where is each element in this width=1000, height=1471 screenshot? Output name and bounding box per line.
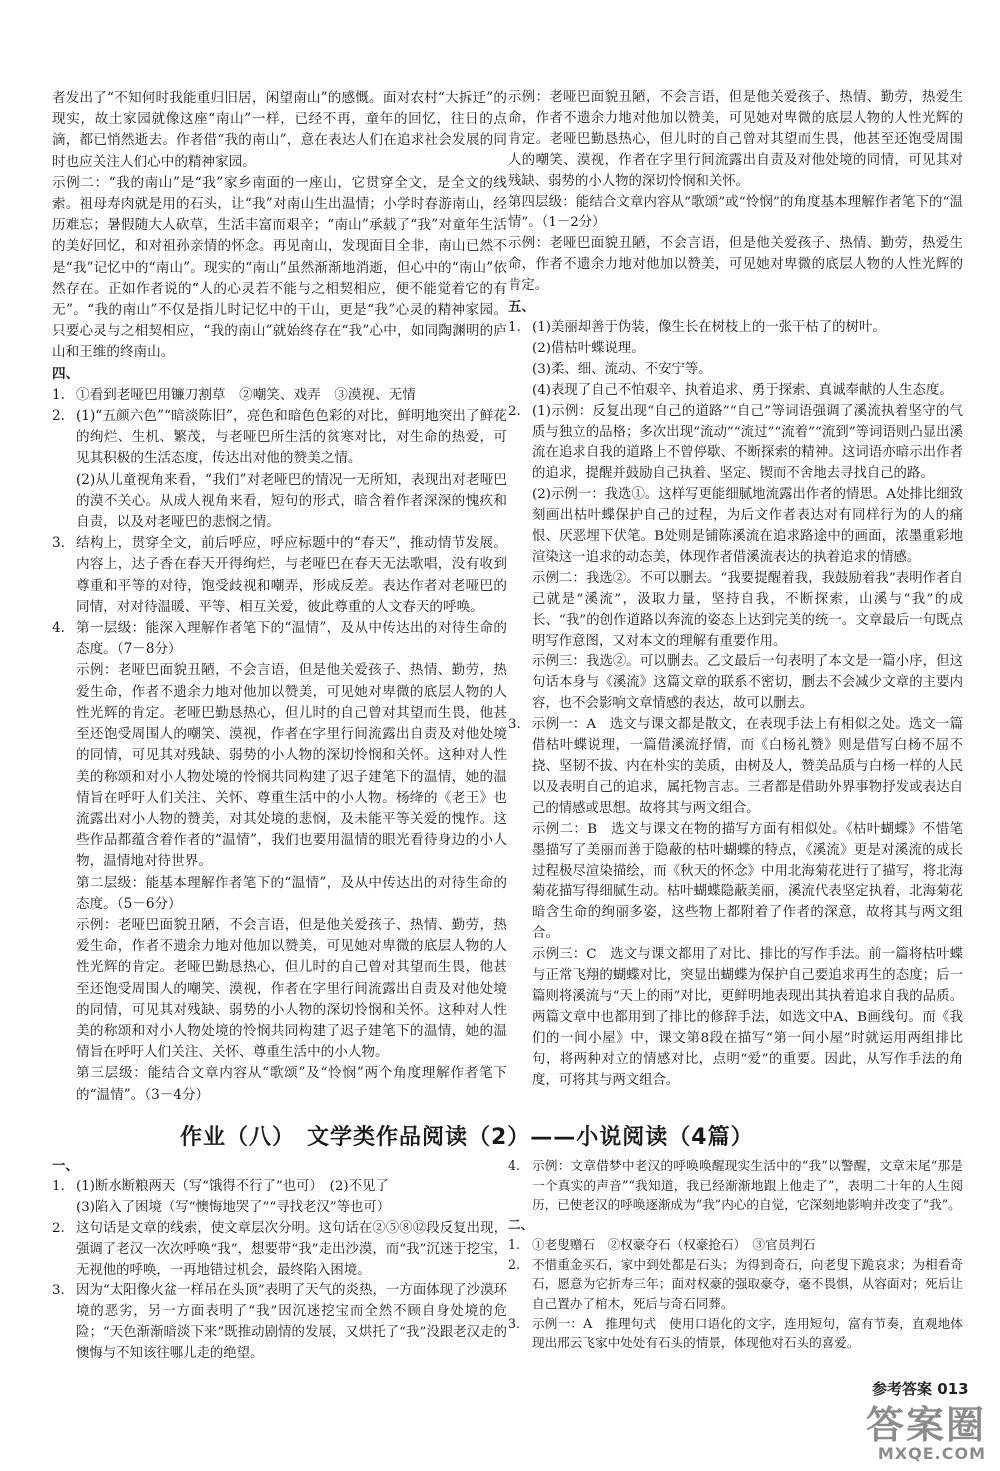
answer-item [508, 339, 963, 360]
answer-item [52, 660, 507, 872]
answer-item [52, 533, 507, 618]
answer-item [508, 1255, 963, 1314]
item-text: 因为“太阳像火盆一样吊在头顶”表明了天气的炎热，一方面体现了沙漠环境的恶劣，另一方面表明了“我”因沉迷挖宝而全然不顾自身处境的危险；“天色渐渐暗淡下来”既推动剧情的发展，又烘托了“我”没跟老汉走的懊悔与不知该往哪儿走的绝望。 [76, 1283, 507, 1362]
item-text: (1)美丽却善于伪装，像生长在树枝上的一张干枯了的树叶。 [532, 319, 886, 335]
answer-item [52, 470, 507, 534]
section-label: 四、 [52, 365, 80, 382]
item-number: 2. [508, 403, 521, 419]
answer-item [52, 1063, 507, 1105]
item-number [52, 873, 76, 915]
item-number [508, 820, 532, 945]
item-text: (2)借枯叶蝶说理。 [532, 340, 645, 356]
item-number: 3. [52, 535, 65, 552]
answer-item [52, 1177, 507, 1198]
item-number [52, 660, 76, 872]
left-column [52, 88, 507, 1106]
item-text: 示例二：B 选文与课文在物的描写方面有相似处。《枯叶蝴蝶》不惜笔墨描写了美丽而善于隐蔽的枯叶蝴蝶的特点，《溪流》更是对溪流的成长过程极尽渲染描绘，而《秋天的怀念》中用北海菊花进行了描写，将北海菊花描写得细腻生动。枯叶蝴蝶隐蔽美丽，溪流代表坚定执着，北海菊花暗含生命的绚丽多姿，这些物上都附着了作者的深意，故将其与两文组合。 [532, 821, 963, 942]
item-number: 3. [508, 717, 521, 733]
right-column [508, 88, 963, 1092]
watermark-logo [746, 1405, 986, 1465]
item-text: (3)陷入了困境（写“懊悔地哭了”“寻找老汉”等也可） [76, 1199, 391, 1215]
answer-item [508, 1235, 963, 1255]
item-text: 示例二：我选②。不可以删去。“我要提醒着我，我鼓励着我”表明作者自己就是“溪流”，汲取力量，坚持自我，不断探索，山溪与“我”的成长、“我”的创作道路以奔流的姿态上达到完美的统一。文章最后一句既点明写作意图，又对本文的理解有重要作用。 [532, 570, 963, 649]
answer-item [508, 715, 963, 820]
item-number: 3. [52, 1283, 65, 1299]
item-text: 示例三：C 选文与课文都用了对比、排比的写作手法。前一篇将枯叶蝶与正常飞翔的蝴蝶对比，突显出蝴蝶为保护自己要追求再生的态度；后一篇则将溪流与“天上的雨”对比，更鲜明地表现出其执着追求自我的品质。两篇文章中也都用到了排比的修辞手法，如选文中A、B画线句。而《我们的一间小屋》中，课文第8段在描写“第一间小屋”时就运用两组排比句，将两种对立的情感对比，点明“爱”的重要。因此，从写作手法的角度，可将其与两文组合。 [532, 947, 963, 1088]
answer-paragraph: 第四层级：能结合文章内容从“歌颂”或“怜悯”的角度基本理解作者笔下的“温情”。（1－2分） [508, 194, 963, 231]
answer-paragraph: 示例：老哑巴面貌丑陋，不会言语，但是他关爱孩子、热情、勤劳，热爱生命，作者不遗余力地对他加以赞美，可见她对卑微的底层人物的人性光辉的肯定。 [508, 236, 963, 294]
item-number: 4. [52, 620, 65, 637]
item-number [508, 652, 532, 715]
item-text: ①老叟赠石 ②权豪夺石（权豪抢石） ③官员判石 [532, 1236, 816, 1252]
item-text: (4)表现了自己不怕艰辛、执着追求、勇于探索、真诚奉献的人生态度。 [532, 382, 953, 398]
answer-item [508, 485, 963, 569]
item-number [508, 381, 532, 402]
item-number [508, 945, 532, 1091]
item-text: (3)柔、细、流动、不安宁等。 [532, 361, 712, 377]
item-number: 1. [52, 386, 65, 403]
item-text: 示例：老哑巴面貌丑陋，不会言语，但是他关爱孩子、热情、勤劳，热爱生命，作者不遗余力地对他加以赞美，可见她对卑微的底层人物的人性光辉的肯定。老哑巴勤恳热心，但儿时的自己曾对其望而生畏，他甚至还饱受周围人的嘲笑、漠视，作者在字里行间流露出自责及对他处境的同情，可见其对残缺、弱势的小人物的深切怜悯和关怀。这种对人性美的称颂和对小人物处境的怜悯共同构建了迟子建笔下的温情，她的温情旨在呼吁人们关注、关怀、尊重生活中的小人物。 [76, 916, 507, 1061]
answer-item [508, 318, 963, 339]
item-number: 1. [508, 1236, 521, 1252]
item-number [52, 470, 76, 534]
item-number: 1. [508, 319, 521, 335]
section-label: 一、 [52, 1158, 79, 1174]
item-text: 示例：老哑巴面貌丑陋，不会言语，但是他关爱孩子、热情、勤劳，热爱生命，作者不遗余力地对他加以赞美，可见她对卑微的底层人物的人性光辉的肯定。老哑巴勤恳热心，但儿时的自己曾对其望而生畏，他甚至还饱受周围人的嘲笑、漠视，作者在字里行间流露出自责及对他处境的同情，可见其对残缺、弱势的小人物的深切怜悯和关怀。这种对人性美的称颂和对小人物处境的怜悯共同构建了迟子建笔下的温情，她的温情旨在呼吁人们关注、关怀、尊重生活中的小人物。杨绛的《老王》也流露出对小人物的赞美，对其处境的悲悯，及未能平等关爱的愧怍。这些作品都蕴含着作者的“温情”，我们也要用温情的眼光看待身边的小人物，温情地对待世界。 [76, 662, 507, 870]
item-text: 示例：文章借梦中老汉的呼唤唤醒现实生活中的“我”以警醒，文章末尾“那是一个真实的声音”“我知道，我已经渐渐地跟上他走了”，表明二十年的人生阅历，已使老汉的呼唤逐渐成为“我”内心的自觉，它深刻地影响并改变了“我”。 [532, 1158, 963, 1213]
bottom-left-section [52, 1156, 507, 1365]
item-text: ①看到老哑巴用镰刀割草 ②嘲笑、戏弄 ③漠视、无情 [76, 386, 416, 403]
item-number: 2. [52, 1220, 65, 1236]
item-number: 2. [508, 1256, 521, 1272]
item-text: 第三层级：能结合文章内容从“歌颂”及“怜悯”两个角度理解作者笔下的“温情”。（3－4分） [76, 1065, 507, 1103]
answer-item [52, 385, 507, 406]
answer-item [508, 1156, 963, 1215]
answer-item [508, 652, 963, 715]
item-number [52, 915, 76, 1063]
item-number [52, 1198, 76, 1219]
item-number [508, 485, 532, 569]
item-text: 不惜重金买石，家中到处都是石头；为得到奇石，向老叟下跪哀求；为相看奇石，愿意为它折寿三年；面对权豪的强取豪夺，毫不畏惧，从容面对；死后让自己置办了棺木，死后与奇石同葬。 [532, 1256, 963, 1311]
item-text: 第二层级：能基本理解作者笔下的“温情”，及从中传达出的对待生命的态度。（5－6分） [76, 874, 507, 912]
item-number: 1. [52, 1178, 65, 1194]
answer-item [52, 1198, 507, 1219]
section-label: 二、 [508, 1217, 534, 1233]
answer-item [508, 402, 963, 486]
item-number: 2. [52, 408, 65, 425]
answer-item [508, 1314, 963, 1353]
item-text: 这句话是文章的线索，使文章层次分明。这句话在②⑤⑧⑫段反复出现，强调了老汉一次次呼唤“我”，想要带“我”走出沙漠，而“我”沉迷于挖宝，无视他的呼唤，一再地错过机会，最终陷入困境。 [76, 1220, 507, 1278]
answer-item [52, 873, 507, 915]
item-number [508, 339, 532, 360]
item-text: (1)断水断粮两天（写“饿得不行了”也可） (2)不见了 [76, 1178, 389, 1194]
watermark-url: MXQE.COM [877, 1444, 986, 1463]
answer-paragraph: 示例二：“我的南山”是“我”家乡南面的一座山，它贯穿全文，是全文的线索。祖母寿肉就是用的石头，让“我”对南山生出温情；小学时春游南山，经历难忘；暑假随大人砍草，生活丰富而艰辛；“南山”承载了“我”对童年生活的美好回忆，和对祖孙亲情的怀念。再见南山，发现面目全非，南山已然不是“我”记忆中的“南山”。现实的“南山”虽然渐渐地消逝，但心中的“南山”依然存在。正如作者说的“人的心灵若不能与之相契相应，便不能觉着它的有无”。“我的南山”不仅是指儿时记忆中的干山，更是“我”心灵的精神家园。只要心灵与之相契相应，“我的南山”就始终存在“我”心中，如同陶渊明的庐山和王维的终南山。 [52, 174, 507, 361]
answer-item [52, 1281, 507, 1365]
answer-item [508, 381, 963, 402]
item-number: 3. [508, 1315, 521, 1331]
item-text: (2)示例一：我选①。这样写更能细腻地流露出作者的情思。A处排比细致刻画出枯叶蝶保护自己的过程，为后文作者表达对有同样行为的人的痛恨、厌恶埋下伏笔。B处则是铺陈溪流在追求路途中的画面，浓墨重彩地渲染这一追求的动态美，体现作者借溪流表达的执着追求的情感。 [532, 487, 963, 565]
section-label: 五、 [508, 299, 535, 316]
assignment-heading: 作业（八） 文学类作品阅读（2）——小说阅读（4篇） [180, 1125, 754, 1150]
answer-item [508, 360, 963, 381]
item-number [52, 1063, 76, 1105]
watermark-text: 答案圈 [865, 1403, 986, 1447]
answer-item [508, 820, 963, 945]
item-number: 4. [508, 1158, 521, 1173]
answer-item [52, 915, 507, 1063]
item-number [508, 360, 532, 381]
item-text: 示例一：A 选文与课文都是散文，在表现手法上有相似之处。选文一篇借枯叶蝶说理，一篇借溪流抒情，而《白杨礼赞》则是借写白杨不屈不挠、坚韧不拔、内在朴实的美质，由树及人，赞美品质与白杨一样的人民以及表明自己的追求，属托物言志。三者都是借助外界事物抒发或表达自己的情感或思想。故将其与两文组合。 [532, 717, 963, 816]
answer-paragraph: 者发出了“不知何时我能重归旧居，闲望南山”的感慨。面对农村“大拆迁”的现实，故土家园就像这座“南山”一样，已经不再，童年的回忆，往日的点滴，都已悄然逝去。作者借“我的南山”，意在表达人们在追求社会发展的同时也应关注人们心中的精神家园。 [52, 90, 507, 170]
item-text: 示例一：A 推理句式 使用口语化的文字，连用短句，富有节奏，直观地体现出邢云飞家中处处有石头的情景，体现他对石头的喜爱。 [532, 1315, 963, 1351]
item-text: 第一层级：能深入理解作者笔下的“温情”，及从中传达出的对待生命的态度。（7－8分） [76, 620, 507, 658]
answer-item [52, 1219, 507, 1282]
bottom-right-section [508, 1156, 963, 1353]
answer-item [52, 618, 507, 660]
item-text: (2)从儿童视角来看，“我们”对老哑巴的情况一无所知，表现出对老哑巴的漠不关心。从成人视角来看，短句的形式，暗含着作者深深的愧疚和自责，以及对老哑巴的悲悯之情。 [76, 471, 507, 531]
answer-paragraph: 示例：老哑巴面貌丑陋，不会言语，但是他关爱孩子、热情、勤劳，热爱生命，作者不遗余力地对他加以赞美，可见她对卑微的底层人物的人性光辉的肯定。老哑巴勤恳热心，但儿时的自己曾对其望而生畏，他甚至还饱受周围人的嘲笑、漠视，作者在字里行间流露出自责及对他处境的同情，可见其对残缺、弱势的小人物的深切怜悯和关怀。 [508, 90, 963, 189]
item-text: (1)示例：反复出现“自己的道路”“自己”等词语强调了溪流执着坚守的气质与独立的品格；多次出现“流动”“流过”“流着”“流到”等词语则凸显出溪流在追求自我的道路上不曾停歇、不断探索的精神。这词语亦暗示出作者的追求，提醒并鼓励自己执着、坚定、锲而不舍地去寻找自己的路。 [532, 403, 963, 482]
item-number [508, 569, 532, 653]
answer-item [508, 945, 963, 1091]
answer-item [508, 569, 963, 653]
item-text: (1)“五颜六色”“暗淡陈旧”，亮色和暗色色彩的对比，鲜明地突出了鲜花的绚烂、生机、繁茂，与老哑巴所生活的贫寒对比，对生命的热爱，可见其积极的生活态度，传达出对他的赞美之情。 [76, 408, 507, 467]
item-text: 示例三：我选②。可以删去。乙文最后一句表明了本文是一篇小序，但这句话本身与《溪流》这篇文章的联系不密切，删去不会减少文章的主要内容，也不会影响文章情感的表达，故可以删去。 [532, 654, 963, 712]
item-text: 结构上，贯穿全文，前后呼应，呼应标题中的“春天”，推动情节发展。内容上，达子香在春天开得绚烂，与老哑巴在春天无法歌唱，没有收到尊重和平等的对待，饱受歧视和嘲弄，形成反差。表达作者对老哑巴的同情，对对待温暖、平等、相互关爱，彼此尊重的人文春天的呼唤。 [76, 535, 507, 615]
page-footer: 参考答案 013 [872, 1380, 969, 1398]
answer-item [52, 406, 507, 470]
